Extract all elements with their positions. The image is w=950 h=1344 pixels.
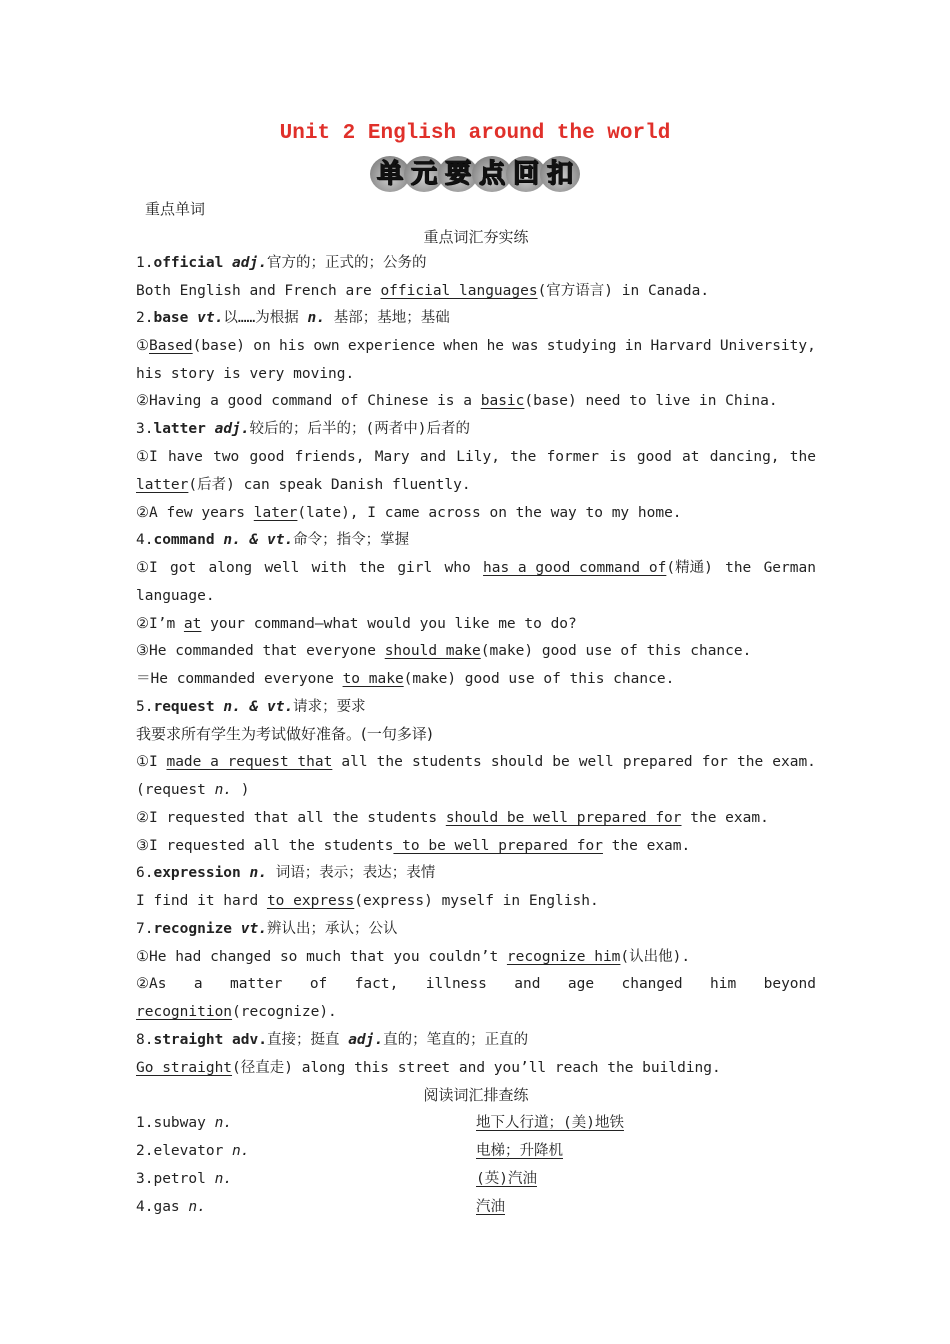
example-sentence: ＝He commanded everyone to make(make) good use of this chance. [136, 671, 675, 687]
example-sentence: his story is very moving. [136, 366, 355, 382]
subtitle-reading: 阅读词汇排查练 [423, 1086, 529, 1104]
word-entry: 7.recognize vt.辨认出；承认；公认 [136, 921, 398, 937]
answer: latter [136, 477, 189, 493]
answer: made a request that [166, 754, 333, 770]
answer: Go straight [136, 1060, 233, 1076]
word-entry: 6.expression n. 词语；表示；表达；表情 [136, 865, 436, 881]
answer: recognize him [506, 949, 621, 965]
word-entry: 2.base vt.以……为根据 n. 基部；基地；基础 [136, 310, 450, 326]
answer: 地下人行道；(美)地铁 [476, 1115, 624, 1131]
example-sentence: ①I made a request that all the students should be well prepared for the exam. [136, 754, 816, 770]
answer: at [183, 616, 202, 632]
example-sentence: (request n. ) [136, 782, 250, 798]
unit-title: Unit 2 English around the world [279, 122, 671, 145]
answer: to be well prepared for [393, 838, 603, 854]
answer: should make [384, 643, 481, 659]
banner-char: 要 [438, 156, 478, 192]
reading-item: 3.petrol n. (英)汽油 [136, 1171, 537, 1187]
answer: should be well prepared for [445, 810, 682, 826]
word-entry: 5.request n. & vt.请求；要求 [136, 699, 366, 715]
answer: 电梯；升降机 [476, 1143, 563, 1159]
example-sentence: ②I’m at your command—what would you like me to do? [136, 616, 577, 632]
word-entry: 8.straight adv.直接；挺直 adj.直的；笔直的；正直的 [136, 1032, 529, 1048]
example-sentence: language. [136, 588, 215, 604]
answer: recognition [136, 1004, 233, 1020]
chinese-prompt: 我要求所有学生为考试做好准备。(一句多译) [136, 725, 433, 743]
example-sentence: ③He commanded that everyone should make(make) good use of this chance. [136, 643, 752, 659]
example-sentence: Go straight(径直走) along this street and you’ll reach the building. [136, 1060, 721, 1076]
banner-char: 扣 [540, 156, 580, 192]
example-sentence: ②As a matter of fact, illness and age changed him beyond [136, 976, 816, 992]
example-sentence: ②Having a good command of Chinese is a basic(base) need to live in China. [136, 393, 778, 409]
answer: (英)汽油 [476, 1171, 537, 1187]
example-sentence: ①I have two good friends, Mary and Lily, the former is good at dancing, the [136, 449, 816, 465]
example-sentence: ③I requested all the students to be well prepared for the exam. [136, 838, 691, 854]
example-sentence: ①I got along well with the girl who has a good command of(精通) the German [136, 560, 816, 576]
word-entry: 1.official adj.官方的；正式的；公务的 [136, 255, 427, 271]
example-sentence: ②I requested that all the students should be well prepared for the exam. [136, 810, 769, 826]
word-entry: 4.command n. & vt.命令；指令；掌握 [136, 532, 410, 548]
word-entry: 3.latter adj.较后的；后半的；(两者中)后者的 [136, 421, 470, 437]
example-sentence: ②A few years later(late), I came across on the way to my home. [136, 505, 682, 521]
example-sentence: recognition(recognize). [136, 1004, 337, 1020]
answer: Based [149, 338, 193, 354]
example-sentence: latter(后者) can speak Danish fluently. [136, 477, 471, 493]
answer: has a good command of [483, 560, 667, 576]
banner-char: 回 [506, 156, 546, 192]
example-sentence: ①Based(base) on his own experience when he was studying in Harvard University, [136, 338, 816, 354]
answer: official languages [380, 283, 538, 299]
answer: basic [480, 393, 525, 409]
example-sentence: Both English and French are official languages(官方语言) in Canada. [136, 283, 710, 299]
answer: to make [342, 671, 404, 687]
section-banner [0, 156, 950, 192]
reading-item: 1.subway n. 地下人行道；(美)地铁 [136, 1115, 624, 1131]
answer: to express [266, 893, 355, 909]
banner-char: 元 [404, 156, 444, 192]
reading-item: 2.elevator n. 电梯；升降机 [136, 1143, 563, 1159]
example-sentence: I find it hard to express(express) myself in English. [136, 893, 599, 909]
answer: later [253, 505, 298, 521]
section-label: 重点单词 [145, 200, 206, 218]
banner-char: 单 [370, 156, 410, 192]
subtitle-vocab: 重点词汇夯实练 [423, 228, 529, 246]
answer: 汽油 [476, 1199, 505, 1215]
reading-item: 4.gas n. 汽油 [136, 1199, 505, 1215]
example-sentence: ①He had changed so much that you couldn’t recognize him(认出他). [136, 949, 691, 965]
banner-char: 点 [472, 156, 512, 192]
